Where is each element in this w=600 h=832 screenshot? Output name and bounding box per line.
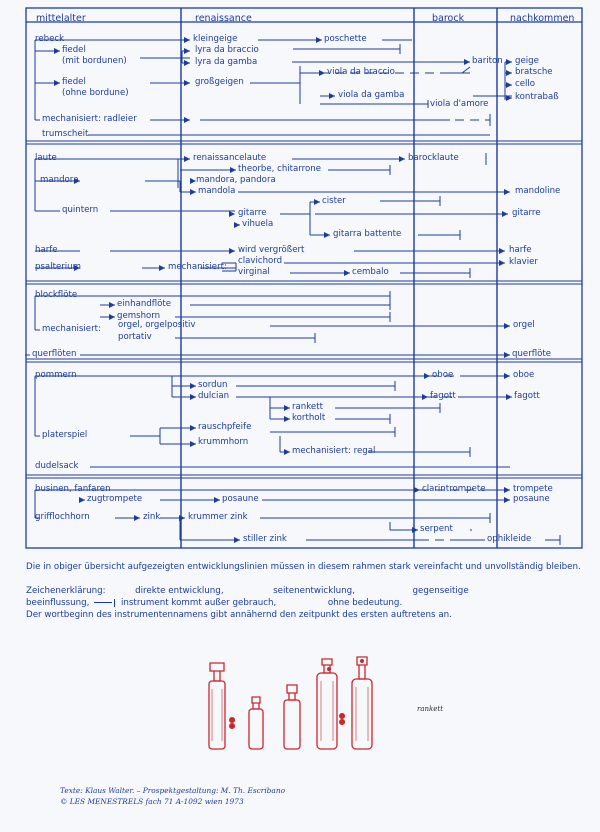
label-mandora-pandora: mandora, pandora <box>196 175 276 185</box>
intro-note: Die in obiger übersicht aufgezeigten entwicklungslinien müssen in diesem rahmen stark vereinfacht und unvollständig bleiben. <box>26 562 581 572</box>
label-portativ: portativ <box>118 332 152 342</box>
label-viola-amore: viola d'amore <box>430 99 489 109</box>
label-poschette: poschette <box>324 34 367 44</box>
label-krummer-zink: krummer zink <box>188 512 248 522</box>
label-mandola: mandola <box>198 186 236 196</box>
label-oboe-modern: oboe <box>513 370 535 380</box>
label-geige: geige <box>515 56 539 66</box>
label-bariton: bariton <box>472 56 503 66</box>
label-wird-vergroessert: wird vergrößert <box>238 245 305 255</box>
label-dudelsack: dudelsack <box>35 461 79 471</box>
label-barocklaute: barocklaute <box>408 153 459 163</box>
credit-line-1: Texte: Klaus Walter. – Prospektgestaltung: M. Th. Escribano <box>60 786 286 795</box>
label-orgel: orgel <box>513 320 535 330</box>
label-fiedel-bordun-note: (mit bordunen) <box>62 56 127 66</box>
label-lyra-gamba: lyra da gamba <box>195 57 258 67</box>
label-kortholt: kortholt <box>292 413 326 423</box>
label-rebeck: rebeck <box>35 34 65 44</box>
label-trumscheit: trumscheit <box>42 129 89 139</box>
label-oboe: oboe <box>432 370 454 380</box>
label-grossgeigen: großgeigen <box>195 77 244 87</box>
period-header-renaissance: renaissance <box>195 13 252 24</box>
legend-no-meaning: ohne bedeutung. <box>327 598 403 608</box>
label-viola-braccio: viola da braccio <box>327 67 395 77</box>
legend-line-3 <box>26 610 582 621</box>
label-cello: cello <box>515 79 536 89</box>
label-cembalo: cembalo <box>352 267 389 277</box>
label-fagott: fagott <box>430 391 456 401</box>
label-laute: laute <box>35 153 57 163</box>
legend-tail: Der wortbeginn des instrumentennamens gibt annähernd den zeitpunkt des ersten auftretens an. <box>26 610 452 620</box>
label-gitarra-battente: gitarra battente <box>333 229 402 239</box>
label-pommern: pommern <box>35 370 77 380</box>
label-posaune-modern: posaune <box>513 494 550 504</box>
legend-mutual-b: beeinflussung, <box>26 598 90 608</box>
label-fiedel-ohne-note: (ohne bordune) <box>62 88 129 98</box>
label-kontrabass: kontrabaß <box>515 92 559 102</box>
label-fagott-modern: fagott <box>514 391 540 401</box>
label-klavier: klavier <box>509 257 538 267</box>
label-clarintrompete: clarintrompete <box>422 484 486 494</box>
label-quintern: quintern <box>62 205 99 215</box>
label-gitarre-modern: gitarre <box>512 208 541 218</box>
label-gemshorn: gemshorn <box>117 311 161 321</box>
label-regal: mechanisiert: regal <box>292 446 376 456</box>
label-virginal: virginal <box>238 267 270 277</box>
label-kleingeige: kleingeige <box>193 34 238 44</box>
label-clavichord: clavichord <box>238 256 283 266</box>
label-businen: businen, fanfaren <box>35 484 111 494</box>
period-header-barock: barock <box>432 13 465 24</box>
period-header-nachkommen: nachkommen <box>510 13 575 24</box>
legend-label: Zeichenerklärung: <box>26 586 106 596</box>
label-vihuela: vihuela <box>242 219 274 229</box>
label-fiedel-ohne: fiedel <box>62 77 86 87</box>
label-blockfloete: blockflöte <box>35 290 78 300</box>
label-bratsche: bratsche <box>515 67 553 77</box>
label-mandora: mandora <box>40 175 79 185</box>
label-mechanisiert-organ: mechanisiert: <box>42 324 101 334</box>
label-zink: zink <box>143 512 161 522</box>
label-krummhorn: krummhorn <box>198 437 249 447</box>
legend-direct: direkte entwicklung, <box>135 586 224 596</box>
label-platerspiel: platerspiel <box>42 430 88 440</box>
label-ophikleide: ophikleide <box>487 534 532 544</box>
label-gitarre: gitarre <box>238 208 267 218</box>
legend-mutual-a: gegenseitige <box>412 586 469 596</box>
label-harfe: harfe <box>35 245 58 255</box>
label-grifflochhorn: grifflochhorn <box>35 512 90 522</box>
label-viola-gamba: viola da gamba <box>338 90 405 100</box>
label-posaune: posaune <box>222 494 259 504</box>
label-querfloeten: querflöten <box>32 349 77 359</box>
label-querfloete: querflöte <box>512 349 552 359</box>
label-mandoline: mandoline <box>515 186 561 196</box>
illustration-caption: rankett <box>417 705 444 713</box>
rankett-illustration <box>192 655 392 755</box>
label-einhandfloete: einhandflöte <box>117 299 172 309</box>
label-stiller-zink: stiller zink <box>243 534 287 544</box>
label-lyra-braccio: lyra da braccio <box>195 45 259 55</box>
label-rankett: rankett <box>292 402 323 412</box>
label-dulcian: dulcian <box>198 391 230 401</box>
label-renaissancelaute: renaissancelaute <box>193 153 267 163</box>
label-psalterium: psalterium <box>35 262 81 272</box>
label-mechanisiert-keyboard: mechanisiert: <box>168 262 227 272</box>
label-rauschpfeife: rauschpfeife <box>198 422 252 432</box>
legend-line-2 <box>26 598 582 609</box>
label-theorbe: theorbe, chitarrone <box>238 164 322 174</box>
label-sordun: sordun <box>198 380 228 390</box>
label-zugtrompete: zugtrompete <box>87 494 143 504</box>
label-harfe-modern: harfe <box>509 245 532 255</box>
credit-line-2: © LES MENESTRELS fach 71 A-1092 wien 1973 <box>60 797 244 806</box>
legend-out-of-use: instrument kommt außer gebrauch, <box>120 598 277 608</box>
label-radleier: mechanisiert: radleier <box>42 114 137 124</box>
label-orgel-orgelpositiv: orgel, orgelpositiv <box>118 320 196 330</box>
label-cister: cister <box>322 196 346 206</box>
label-serpent: serpent <box>420 524 453 534</box>
label-trompete: trompete <box>513 484 553 494</box>
label-fiedel-bordun: fiedel <box>62 45 86 55</box>
period-header-mittelalter: mittelalter <box>36 13 86 24</box>
legend-side: seitenentwicklung, <box>273 586 355 596</box>
legend-line-1 <box>26 586 582 597</box>
